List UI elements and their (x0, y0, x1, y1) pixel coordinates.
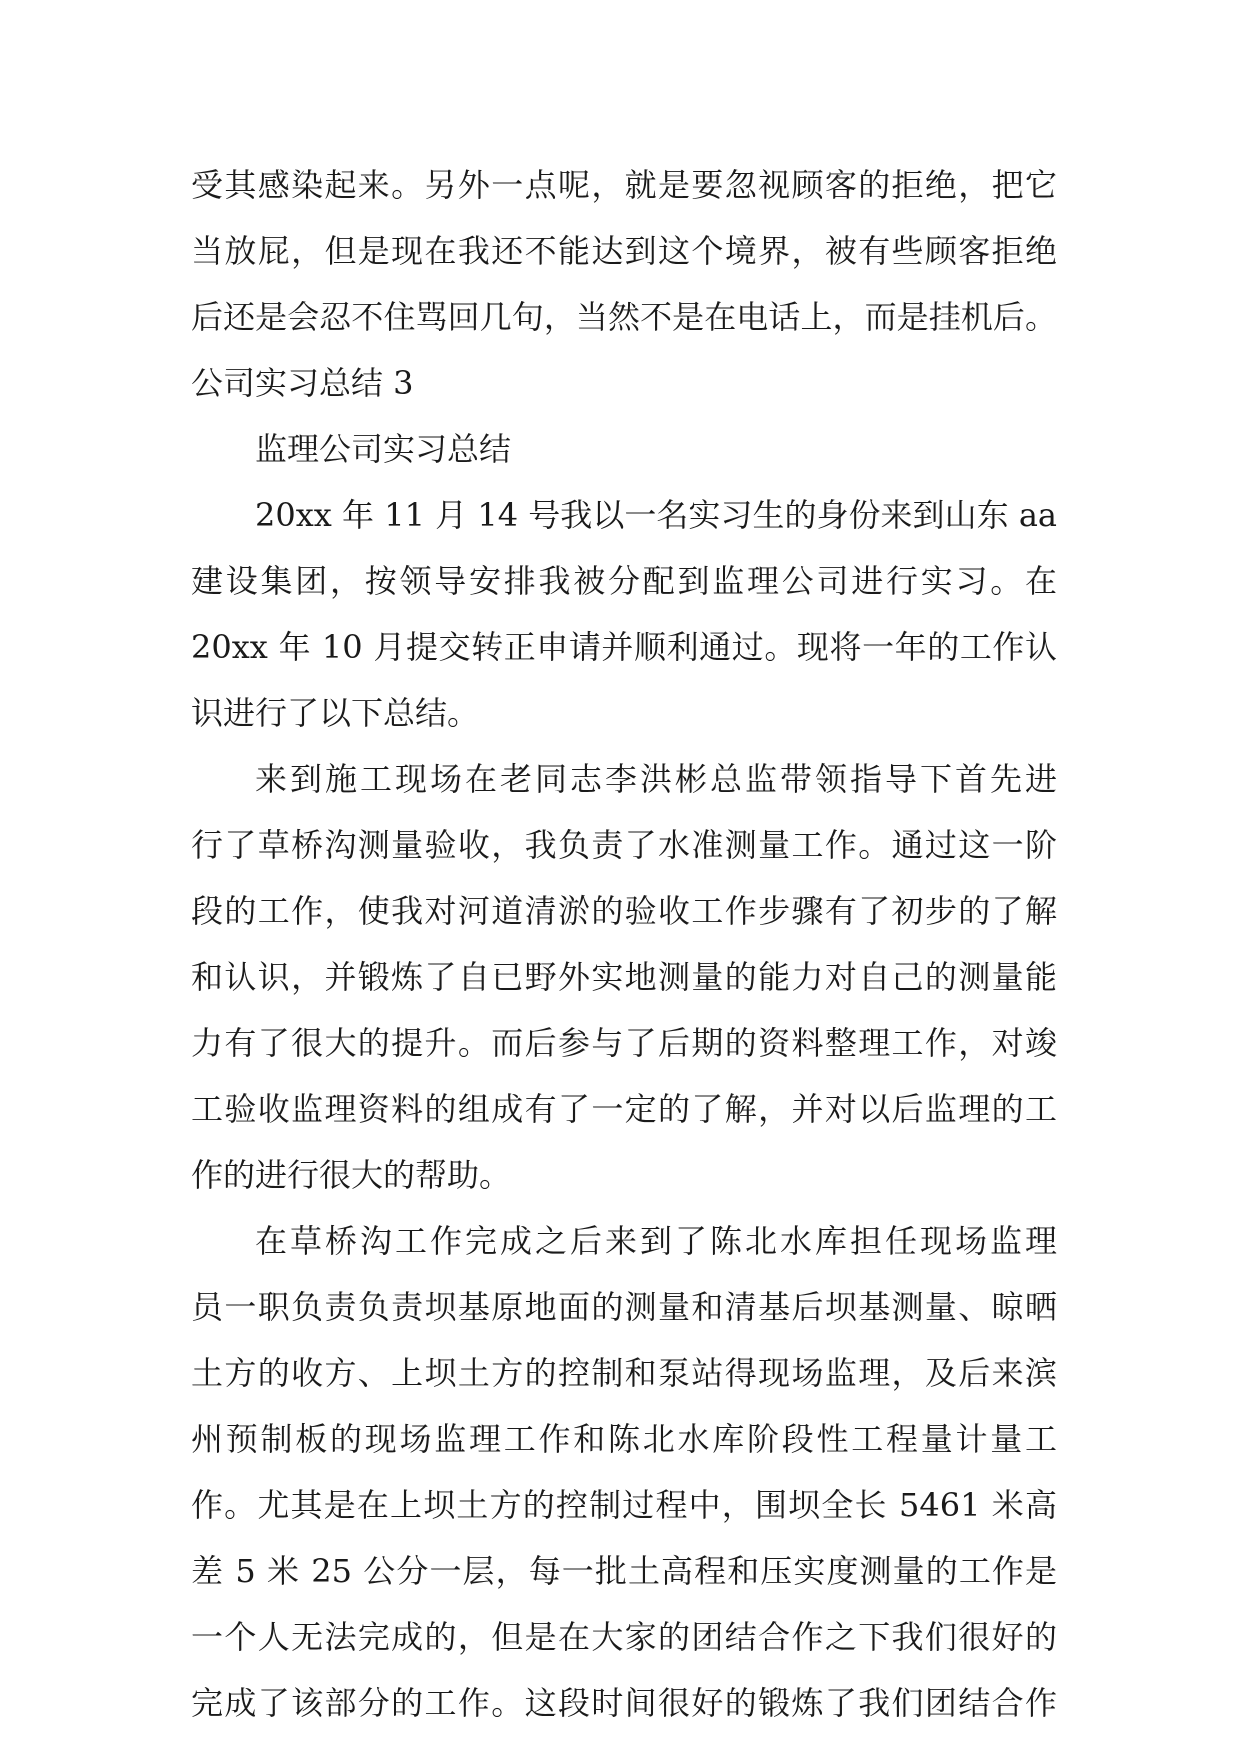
paragraph-line: 一个人无法完成的，但是在大家的团结合作之下我们很好的 (191, 1618, 1057, 1656)
paragraph-first-line: 在草桥沟工作完成之后来到了陈北水库担任现场监理 (255, 1222, 1057, 1260)
paragraph-line: 员一职负责负责坝基原地面的测量和清基后坝基测量、晾晒 (191, 1288, 1057, 1326)
paragraph-line: 识进行了以下总结。 (191, 694, 480, 732)
paragraph-line: 后还是会忍不住骂回几句，当然不是在电话上，而是挂机后。 (191, 298, 1057, 336)
paragraph-line: 20xx 年 10 月提交转正申请并顺利通过。现将一年的工作认 (191, 628, 1057, 666)
paragraph-line: 土方的收方、上坝土方的控制和泵站得现场监理，及后来滨 (191, 1354, 1057, 1392)
paragraph-line: 作。尤其是在上坝土方的控制过程中，围坝全长 5461 米高 (191, 1486, 1057, 1524)
paragraph-line: 力有了很大的提升。而后参与了后期的资料整理工作，对竣 (191, 1024, 1057, 1062)
document-page (191, 152, 1057, 1736)
paragraph-first-line: 监理公司实习总结 (255, 430, 512, 468)
paragraph-line: 段的工作，使我对河道清淤的验收工作步骤有了初步的了解 (191, 892, 1057, 930)
paragraph-line: 州预制板的现场监理工作和陈北水库阶段性工程量计量工 (191, 1420, 1057, 1458)
paragraph-first-line: 来到施工现场在老同志李洪彬总监带领指导下首先进 (255, 760, 1057, 798)
paragraph-line: 行了草桥沟测量验收，我负责了水准测量工作。通过这一阶 (191, 826, 1057, 864)
paragraph-line: 当放屁，但是现在我还不能达到这个境界，被有些顾客拒绝 (191, 232, 1057, 270)
paragraph-line: 完成了该部分的工作。这段时间很好的锻炼了我们团结合作 (191, 1684, 1057, 1722)
paragraph-line: 和认识，并锻炼了自已野外实地测量的能力对自己的测量能 (191, 958, 1057, 996)
paragraph-line: 受其感染起来。另外一点呢，就是要忽视顾客的拒绝，把它 (191, 166, 1057, 204)
paragraph-line: 公司实习总结 3 (191, 364, 414, 402)
paragraph-line: 作的进行很大的帮助。 (191, 1156, 512, 1194)
paragraph-line: 建设集团，按领导安排我被分配到监理公司进行实习。在 (191, 562, 1057, 600)
paragraph-first-line: 20xx 年 11 月 14 号我以一名实习生的身份来到山东 aa (255, 496, 1057, 534)
paragraph-line: 工验收监理资料的组成有了一定的了解，并对以后监理的工 (191, 1090, 1057, 1128)
paragraph-line: 差 5 米 25 公分一层，每一批土高程和压实度测量的工作是 (191, 1552, 1057, 1590)
